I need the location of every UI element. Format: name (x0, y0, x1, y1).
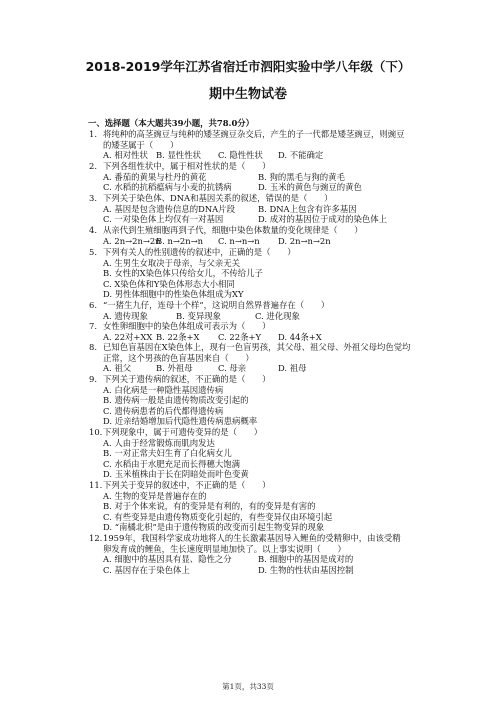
section-heading: 一、选择题（本大题共39小题，共78.0分） (88, 118, 255, 128)
answer-option[interactable]: A. 基因是包含遗传信息的DNA片段 (103, 203, 235, 214)
question-number: 5. (89, 247, 97, 257)
question-number: 10. (89, 427, 103, 437)
answer-option[interactable]: A. 细胞中的基因具有显、隐性之分 (103, 554, 232, 565)
answer-option[interactable]: B. n→2n→n (156, 235, 204, 246)
answer-option[interactable]: C. 水稻的抗稻瘟病与小麦的抗锈病 (103, 182, 232, 193)
answer-option[interactable]: D. 成对的基因位于成对的染色体上 (258, 214, 387, 225)
answer-option[interactable]: C. 进化现象 (255, 310, 300, 321)
question-number: 2. (89, 161, 97, 171)
answer-option[interactable]: C. 一对染色体上均仅有一对基因 (103, 214, 224, 225)
answer-option[interactable]: B. 一对正常夫妇生育了白化病女儿 (103, 448, 232, 459)
answer-option[interactable]: C. n→n→n (218, 235, 260, 246)
answer-option[interactable]: A. 生男生女取决于母亲，与父亲无关 (103, 257, 240, 268)
answer-option[interactable]: A. 白化病是一种隐性基因遗传病 (103, 384, 224, 395)
answer-option[interactable]: A. 22对+XX (103, 331, 153, 342)
answer-option[interactable]: D. “南橘北枳”是由于遗传物质的改变而引起生物变异的现象 (103, 522, 325, 533)
question-text: 下列关于染色体、DNA和基因关系的叙述，错误的是（ ） (103, 193, 333, 203)
answer-option[interactable]: B. 遗传病一般是由遗传物质改变引起的 (103, 395, 249, 406)
question-text: 下列现象中，属于可遗传变异的是（ ） (103, 427, 263, 437)
answer-option[interactable]: C. 22条+Y (218, 331, 262, 342)
answer-option[interactable]: D. 祖母 (278, 363, 307, 374)
answer-option[interactable]: B. 显性性状 (156, 150, 201, 161)
question-text: 下列关于变异的叙述中，不正确的是（ ） (103, 480, 271, 490)
question-number: 4. (89, 225, 97, 235)
answer-option[interactable]: A. 番茄的黄果与杜丹的黄花 (103, 171, 207, 182)
exam-subtitle: 期中生物试卷 (208, 87, 287, 102)
question-number: 3. (89, 193, 97, 203)
answer-option[interactable]: D. 生物的性状由基因控制 (258, 564, 354, 575)
answer-option[interactable]: C. 母亲 (218, 363, 247, 374)
answer-option[interactable]: A. 2n→2n→2n (103, 235, 161, 246)
question-number: 9. (89, 374, 97, 384)
answer-option[interactable]: C. 有些变异是由遗传物质变化引起的，有些变异仅由环境引起 (103, 511, 333, 522)
question-number: 8. (89, 342, 97, 352)
answer-option[interactable]: A. 人由于经常锻炼而肌肉发达 (103, 437, 215, 448)
answer-option[interactable]: B. 女性的X染色体只传给女儿，不传给儿子 (103, 268, 263, 279)
question-text: 下列各组性状中，属于相对性状的是（ ） (103, 161, 271, 171)
answer-option[interactable]: C. 基因存在于染色体上 (103, 564, 190, 575)
question-text: 1959年，我国科学家成功地将人的生长激素基因导入鲤鱼的受精卵中，由该受精 (103, 533, 401, 543)
answer-option[interactable]: B. 22条+X (156, 331, 200, 342)
answer-option[interactable]: B. 变异现象 (176, 310, 221, 321)
question-text: 已知色盲基因在X染色体上，现有一色盲男孩，其父母、祖父母、外祖父母均色觉均 (103, 342, 411, 352)
question-text: “一猪生九仔，连母十个样”，这说明自然界普遍存在（ ） (103, 300, 330, 310)
question-text: 女性卵细胞中的染色体组成可表示为（ ） (103, 321, 271, 331)
answer-option[interactable]: D. 不能确定 (278, 150, 324, 161)
answer-option[interactable]: A. 生物的变异是普遍存在的 (103, 490, 207, 501)
answer-option[interactable]: B. 对于个体来说，有的变异是有利的，有的变异是有害的 (103, 501, 316, 512)
answer-option[interactable]: D. 44条+X (278, 331, 322, 342)
question-text: 将纯种的高茎豌豆与纯种的矮茎豌豆杂交后，产生的子一代都是矮茎豌豆，则豌豆 (103, 129, 405, 139)
answer-option[interactable]: D. 2n→n→2n (278, 235, 331, 246)
answer-option[interactable]: D. 男性体细胞中的性染色体组成为XY (103, 289, 244, 300)
answer-option[interactable]: A. 祖父 (103, 363, 132, 374)
question-number: 12. (89, 533, 103, 543)
question-text: 从亲代到生殖细胞再到子代，细胞中染色体数量的变化规律是（ ） (103, 225, 363, 235)
question-text: 下列有关人的性别遗传的叙述中，正确的是（ ） (103, 247, 296, 257)
answer-option[interactable]: B. DNA上包含有许多基因 (258, 203, 357, 214)
answer-option[interactable]: B. 外祖母 (156, 363, 193, 374)
page-footer: 第1页，共33页 (222, 682, 274, 691)
question-number: 11. (89, 480, 103, 490)
answer-option[interactable]: D. 玉米的黄色与豌豆的黄色 (258, 182, 362, 193)
answer-option[interactable]: C. 隐性性状 (218, 150, 263, 161)
exam-title: 2018-2019学年江苏省宿迁市泗阳实验中学八年级（下） (85, 59, 411, 74)
answer-option[interactable]: D. 玉米植株由于长在阴暗处而叶色变黄 (103, 469, 249, 480)
question-text: 的矮茎属于（ ） (103, 139, 179, 150)
question-text: 正常，这个男孩的色盲基因来自（ ） (103, 352, 254, 363)
question-number: 6. (89, 300, 97, 310)
answer-option[interactable]: B. 狗的黑毛与狗的黄毛 (258, 171, 345, 182)
answer-option[interactable]: B. 细胞中的基因是成对的 (258, 554, 354, 565)
answer-option[interactable]: A. 相对性状 (103, 150, 148, 161)
question-text: 下列关于遗传病的叙述，不正确的是（ ） (103, 374, 271, 384)
answer-option[interactable]: C. 水稻由于水肥充足而长得穗大饱满 (103, 458, 241, 469)
question-text: 卵发育成的鲤鱼，生长速度明显地加快了。以上事实说明（ ） (103, 543, 346, 554)
answer-option[interactable]: C. 遗传病患者的后代都得遗传病 (103, 405, 224, 416)
answer-option[interactable]: A. 遗传现象 (103, 310, 148, 321)
question-number: 1. (89, 129, 97, 139)
answer-option[interactable]: D. 近亲结婚增加后代隐性遗传病患病概率 (103, 416, 258, 427)
answer-option[interactable]: C. X染色体和Y染色体形态大小相同 (103, 278, 235, 289)
question-number: 7. (89, 321, 97, 331)
